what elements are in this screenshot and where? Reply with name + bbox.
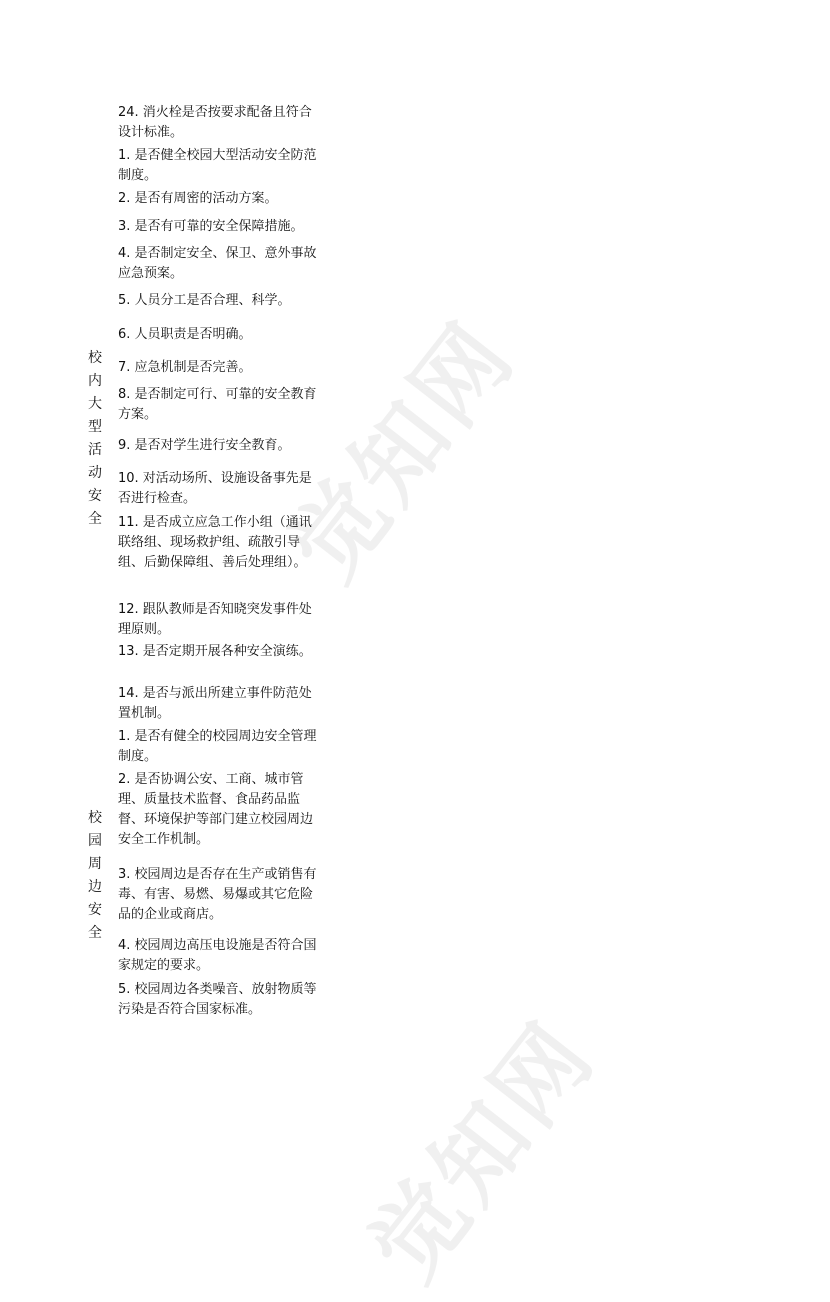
list-item: 5. 人员分工是否合理、科学。 [118,293,291,308]
list-item: 4. 是否制定安全、保卫、意外事故应急预案。 [118,246,317,281]
list-item: 5. 校园周边各类噪音、放射物质等污染是否符合国家标准。 [118,982,317,1017]
list-item: 2. 是否协调公安、工商、城市管理、质量技术监督、食品药品监督、环境保护等部门建立校园周边安全工作机制。 [118,772,314,847]
list-item: 14. 是否与派出所建立事件防范处置机制。 [118,686,312,721]
list-item: 10. 对活动场所、设施设备事先是否进行检查。 [118,471,312,506]
list-item: 1. 是否有健全的校园周边安全管理制度。 [118,729,317,764]
list-item: 1. 是否健全校园大型活动安全防范制度。 [118,148,317,183]
watermark: 觉知网 [350,1001,616,1300]
watermark: 觉知网 [270,301,536,600]
list-item: 2. 是否有周密的活动方案。 [118,191,278,206]
list-item: 4. 校园周边高压电设施是否符合国家规定的要求。 [118,938,317,973]
list-item: 11. 是否成立应急工作小组（通讯联络组、现场救护组、疏散引导组、后勤保障组、善后处理组）。 [118,515,312,570]
list-item: 13. 是否定期开展各种安全演练。 [118,644,312,659]
category-label: 校园周边安全 [88,810,102,941]
list-item: 3. 校园周边是否存在生产或销售有毒、有害、易燃、易爆或其它危险品的企业或商店。 [118,867,317,922]
category-label: 校内大型活动安全 [88,350,102,527]
list-item: 3. 是否有可靠的安全保障措施。 [118,219,304,234]
list-item: 6. 人员职责是否明确。 [118,327,252,342]
list-item: 8. 是否制定可行、可靠的安全教育方案。 [118,387,317,422]
list-item: 12. 跟队教师是否知晓突发事件处理原则。 [118,602,312,637]
list-item: 9. 是否对学生进行安全教育。 [118,438,291,453]
list-item: 24. 消火栓是否按要求配备且符合设计标准。 [118,105,312,140]
list-item: 7. 应急机制是否完善。 [118,360,252,375]
